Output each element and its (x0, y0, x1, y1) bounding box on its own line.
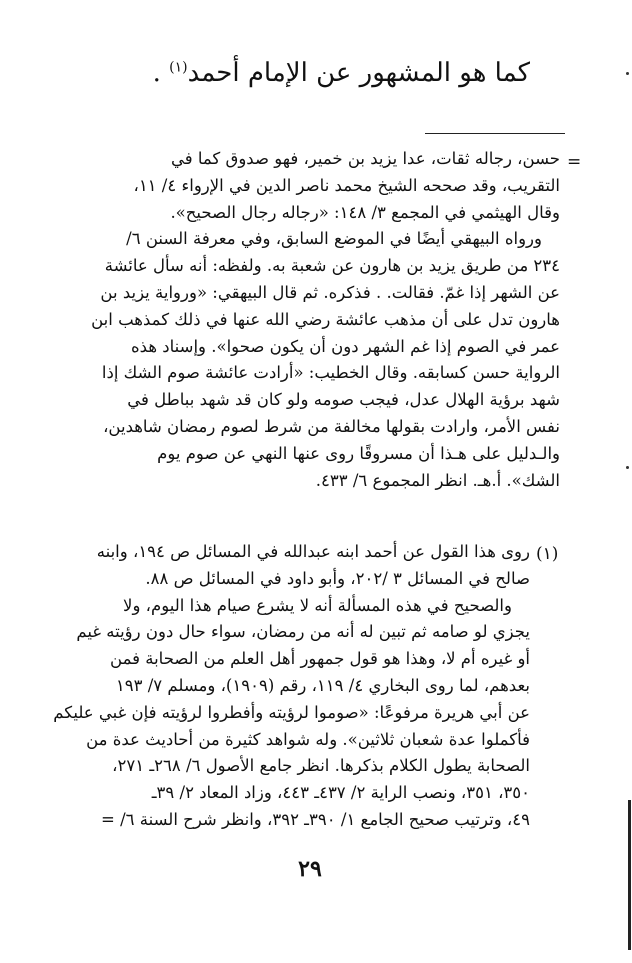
footnote-line: ٣٥٠، ٣٥١، ونصب الراية ٢/ ٤٣٧ـ ٤٤٣، وزاد المعاد ٢/ ٣٩ـ (151, 783, 530, 803)
footnote-line: أو غيره أم لا، وهذا هو قول جمهور أهل العلم من الصحابة فمن (110, 649, 530, 669)
footnote-line: ٢٣٤ من طريق يزيد بن هارون عن شعبة به. ولفظه: أنه سأل عائشة (104, 256, 560, 276)
footnote-line: ٤٩، وترتيب صحيح الجامع ١/ ٣٩٠ـ ٣٩٢، وانظر شرح السنة ٦/ = (101, 809, 530, 829)
footnote-line: روى هذا القول عن أحمد ابنه عبدالله في المسائل ص ١٩٤، وابنه (96, 542, 530, 561)
footnote-line: عن أبي هريرة مرفوعًا: «صوموا لرؤيته وأفطروا لرؤيته فإن غبي عليكم (53, 702, 530, 722)
footnote-separator-rule (425, 133, 565, 134)
page-number: ٢٩ (298, 856, 322, 882)
footnote-line: صالح في المسائل ٣ /٢٠٢، وأبو داود في المسائل ص ٨٨. (145, 568, 530, 588)
footnote-line: الشك». أ.هـ. انظر المجموع ٦/ ٤٣٣. (315, 470, 560, 490)
footnote-line: حسن، رجاله ثقات، عدا يزيد بن خمير، فهو صدوق كما في (170, 149, 560, 168)
main-text-period: . (152, 58, 161, 88)
footnote-line: التقريب، وقد صححه الشيخ محمد ناصر الدين في الإرواء ٤/ ١١، (133, 175, 560, 195)
main-text-line (152, 58, 530, 88)
footnote-line: نفس الأمر، وارادت بقولها مخالفة من شرط لصوم رمضان شاهدين، (103, 416, 560, 436)
main-text-footnote-ref: (١) (169, 59, 188, 76)
footnote-line: عن الشهر إذا غمّ. فقالت. . فذكره. ثم قال البيهقي: «ورواية يزيد بن (100, 282, 560, 302)
footnote-1 (52, 539, 530, 834)
main-text: كما هو المشهور عن الإمام أحمد (187, 58, 530, 88)
footnote-line: شهد برؤية الهلال عدل، فيجب صومه ولو كان قد شهد بباطل في (127, 390, 560, 410)
footnote-line: هارون تدل على أن مذهب عائشة رضي الله عنها في ذلك كمذهب ابن (91, 309, 560, 329)
footnote-line: والـدليل على هـذا أن مسروقًا روى عنها النهي عن صوم يوم (157, 443, 560, 463)
footnote-line: يجزي لو صامه ثم تبين له أنه من رمضان، سواء حال دون رؤيته غيم (76, 622, 530, 642)
continuation-marker: = (567, 152, 582, 172)
footnote-line: ورواه البيهقي أيضًا في الموضع السابق، وفي معرفة السنن ٦/ (126, 229, 542, 249)
footnote-line: عمر في الصوم إذا غم الشهر دون أن يكون صحوا». وإسناد هذه (131, 336, 560, 356)
footnote-line: الرواية حسن كسابقه. وقال الخطيب: «أرادت عائشة صوم الشك إذا (101, 363, 560, 383)
continued-footnote (52, 146, 560, 494)
scan-speck (626, 72, 629, 75)
footnote-line: والصحيح في هذه المسألة أنه لا يشرع صيام هذا اليوم، ولا (123, 595, 512, 615)
footnote-line: الصحابة يطول الكلام بذكرها. انظر جامع الأصول ٦/ ٢٦٨ـ ٢٧١، (112, 756, 530, 776)
footnote-marker: (١) (536, 544, 559, 564)
footnote-line: وقال الهيثمي في المجمع ٣/ ١٤٨: «رجاله رجال الصحيح». (170, 202, 560, 222)
scan-speck (626, 466, 629, 469)
footnote-line: فأكملوا عدة شعبان ثلاثين». وله شواهد كثيرة من أحاديث عدة من (86, 729, 530, 749)
scan-edge-shadow (628, 800, 631, 950)
footnote-line: بعدهم، لما روى البخاري ٤/ ١١٩، رقم (١٩٠٩)، ومسلم ٧/ ١٩٣ (115, 675, 530, 695)
